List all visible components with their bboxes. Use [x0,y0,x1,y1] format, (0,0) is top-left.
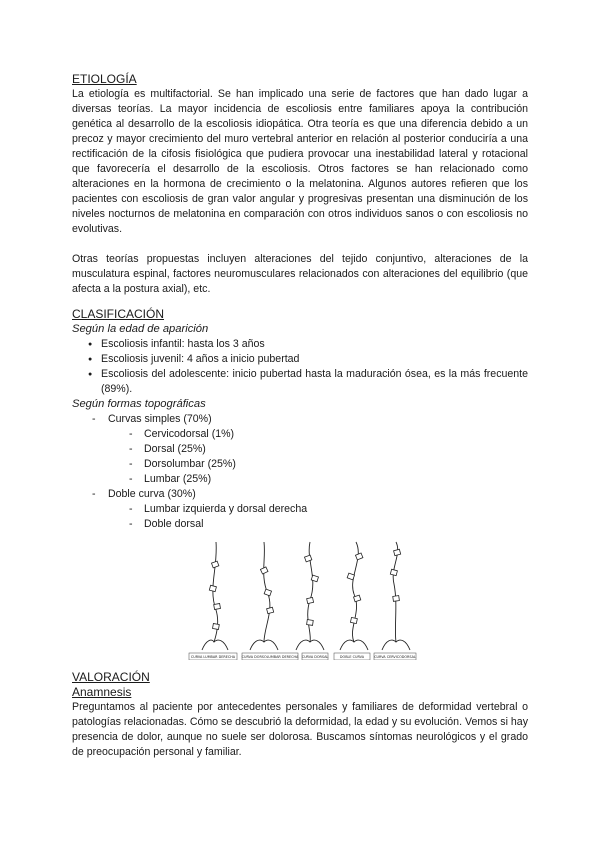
list-item: - Cervicodorsal (1%) [72,427,528,442]
formas-subheading: Según formas topográficas [72,398,206,410]
etiologia-paragraph-2: Otras teorías propuestas incluyen alteraciones del tejido conjuntivo, alteraciones de la musculatura espinal, factores neuromusculares relacionados con alteraciones del equilibrio (que afecta a la postura axial), etc. [72,253,528,295]
figure-caption: CURVA CERVICODORSAL [374,655,416,659]
list-item: - Dorsal (25%) [72,442,528,457]
edad-list [72,337,528,397]
figure-caption: CURVA DORSOLUMBAR DERECHA [241,655,299,659]
spine-curves-illustration [188,538,420,660]
document-page [72,72,528,760]
curvas-simples-item: - Curvas simples (70%) [72,412,528,427]
list-item: ● Escoliosis del adolescente: inicio pubertad hasta la maduración ósea, es la más frecuente (89%). [72,367,528,397]
anamnesis-subheading: Anamnesis [72,685,132,699]
list-item: - Lumbar (25%) [72,472,528,487]
etiologia-paragraph-1: La etiología es multifactorial. Se han implicado una serie de factores que han dado lugar a diversas teorías. La mayor incidencia de escoliosis entre familiares apoya la contribución genética al desarrollo de la escoliosis idiopática. Otra teoría es que una diferencia debido a un precoz y mayor crecimiento del muro vertebral anterior en relación al posterior conduciría a una rectificación de la cifosis fisiológica que pudiera provocar una inestabilidad lateral y rotacional que favorecería el desarrollo de la escoliosis. Otros factores se han relacionado como alteraciones en la hormona de crecimiento o la melatonina. Algunos autores refieren que los pacientes con escoliosis de gran valor angular y progresivas presentan una disminución de los niveles nocturnos de melatonina en comparación con otros individuos sanos o con escoliosis no evolutivas. [72,88,528,235]
list-item: - Doble dorsal [72,517,528,532]
clasificacion-heading: CLASIFICACIÓN [72,307,165,321]
list-item: - Dorsolumbar (25%) [72,457,528,472]
scoliosis-curves-figure [188,538,420,660]
doble-curva-item: - Doble curva (30%) [72,487,528,502]
valoracion-heading: VALORACIÓN [72,670,150,684]
list-item: ● Escoliosis juvenil: 4 años a inicio pubertad [72,352,528,367]
list-item: - Lumbar izquierda y dorsal derecha [72,502,528,517]
edad-subheading: Según la edad de aparición [72,323,209,335]
figure-caption: CURVA DORSAL [301,655,329,659]
etiologia-heading: ETIOLOGÍA [72,72,137,86]
figure-caption: DOBLE CURVA [339,655,365,659]
anamnesis-paragraph: Preguntamos al paciente por antecedentes personales y familiares de deformidad vertebral o patologías relacionadas. Cómo se descubrió la deformidad, la edad y su evolución. Vemos si hay presencia de dolor, aunque no suele ser dolorosa. Buscamos síntomas neurológicos y el grado de preocupación personal y familiar. [72,701,528,758]
list-item: ● Escoliosis infantil: hasta los 3 años [72,337,528,352]
figure-caption: CURVA LUMBAR DERECHA [190,655,236,659]
